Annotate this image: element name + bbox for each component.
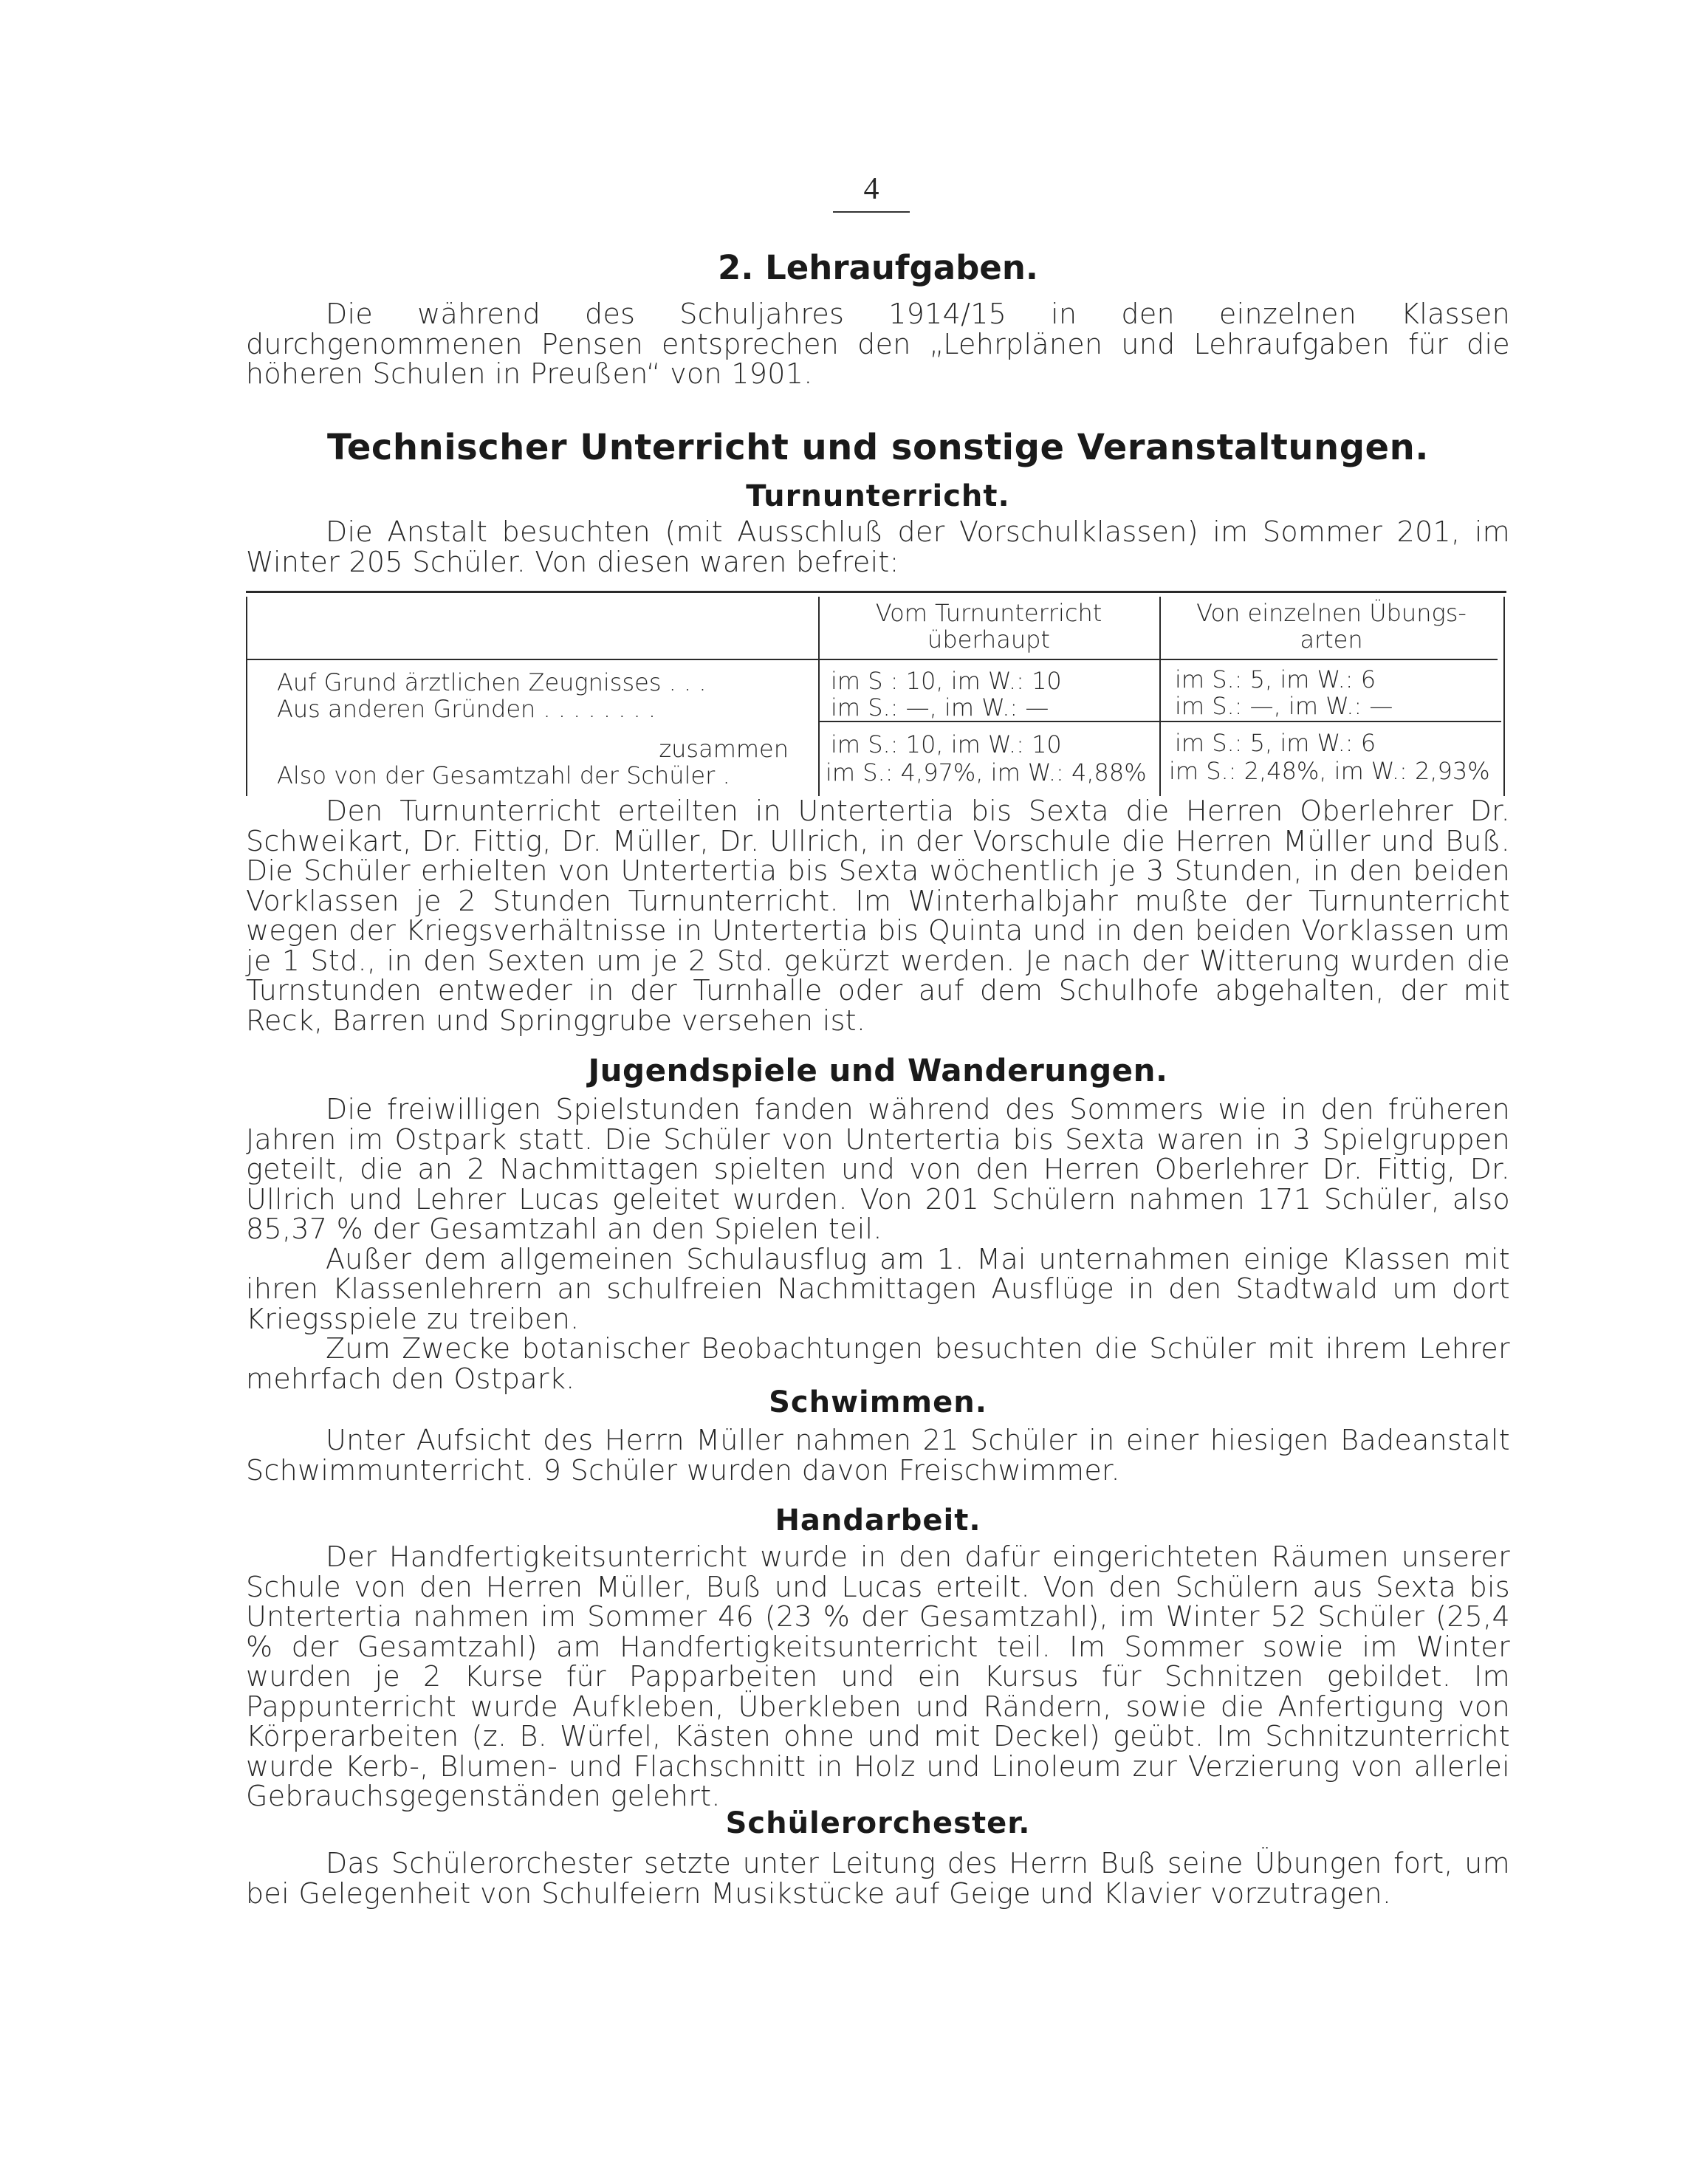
heading-technischer: Technischer Unterricht und sonstige Veranstaltungen. xyxy=(326,427,1430,468)
section-lehraufgaben xyxy=(246,248,1510,287)
schwimmen-block xyxy=(246,1425,1510,1485)
table-rule-header xyxy=(246,659,1498,660)
jugendspiele-block xyxy=(246,1094,1510,1394)
handarbeit-block xyxy=(246,1542,1510,1811)
heading-schwimmen: Schwimmen. xyxy=(769,1385,987,1419)
paragraph-orchester: Das Schülerorchester setzte unter Leitung des Herrn Buß seine Übungen fort, um bei Gelegenheit von Schulfeiern Musikstücke auf Geige und Klavier vorzutragen. xyxy=(246,1847,1510,1910)
paragraph-handarbeit: Der Handfertigkeitsunterricht wurde in den dafür eingerichteten Räumen unserer Schule von den Herren Müller, Buß und Lucas erteilt. Von den Schülern aus Sexta bis Untertertia nahmen im Sommer 46 (23 % der Gesamtzahl), im Winter 52 Schüler (25,4 % der Gesamtzahl) am Handfertigkeitsunterricht teil. Im Sommer sowie im Winter wurden je 2 Kurse für Papparbeiten und ein Kursus für Schnitzen gebildet. Im Pappunterricht wurde Aufkleben, Überkleben und Rändern, sowie die Anfertigung von Körperarbeiten (z. B. Würfel, Kästen ohne und mit Deckel) geübt. Im Schnitzunterricht wurde Kerb-, Blumen- und Flachschnitt in Holz und Linoleum zur Verzierung von allerlei Gebrauchsgegenständen gelehrt. xyxy=(246,1540,1510,1812)
heading-turnunterricht: Turnunterricht. xyxy=(746,479,1010,513)
paragraph-jugendspiele-3: Zum Zwecke botanischer Beobachtungen besuchten die Schüler mit ihrem Lehrer mehrfach den Ostpark. xyxy=(246,1332,1510,1395)
orchester-block xyxy=(246,1848,1510,1908)
row-andere-col2: im S.: —, im W.: — xyxy=(1175,692,1393,720)
heading-lehraufgaben: 2. Lehraufgaben. xyxy=(718,248,1038,287)
section-turnunterricht xyxy=(246,479,1510,513)
turnunterricht-after-block xyxy=(246,796,1510,1035)
row-zusammen-col2: im S.: 5, im W.: 6 xyxy=(1175,729,1376,757)
row-gesamtzahl-col1: im S.: 4,97%, im W.: 4,88% xyxy=(826,758,1147,786)
header-col1-line1: Vom Turnunterricht xyxy=(875,599,1102,627)
row-andere-col1: im S.: —, im W.: — xyxy=(831,693,1049,721)
paragraph-lehraufgaben: Die während des Schuljahres 1914/15 in den einzelnen Klassen durchgenommenen Pensen entsprechen den „Lehrplänen und Lehraufgaben für die höheren Schulen in Preußen“ von 1901. xyxy=(246,298,1510,390)
paragraph-schwimmen: Unter Aufsicht des Herrn Müller nahmen 21 Schüler in einer hiesigen Badeanstalt Schwimmunterricht. 9 Schüler wurden davon Freischwimmer. xyxy=(246,1424,1510,1487)
row-aerztlich-col2: im S.: 5, im W.: 6 xyxy=(1175,665,1376,693)
header-col2-line2: arten xyxy=(1300,625,1363,654)
paragraph-turnunterricht-lehrer: Den Turnunterricht erteilten in Untertertia bis Sexta die Herren Oberlehrer Dr. Schweikart, Dr. Fittig, Dr. Müller, Dr. Ullrich, in der Vorschule die Herren Müller und Buß. Die Schüler erhielten von Untertertia bis Sexta wöchentlich je 3 Stunden, in den beiden Vorklassen je 2 Stunden Turnunterricht. Im Winterhalbjahr mußte der Turnunterricht wegen der Kriegsverhältnisse in Untertertia bis Quinta und in den beiden Vorklassen um je 1 Std., in den Sexten um je 2 Std. gekürzt werden. Je nach der Witterung wurden die Turnstunden entweder in der Turnhalle oder auf dem Schulhofe abgehalten, der mit Reck, Barren und Springgrube versehen ist. xyxy=(246,795,1510,1037)
turnunterricht-intro-block xyxy=(246,517,1510,577)
section-technischer xyxy=(246,427,1510,468)
row-zusammen-label: zusammen xyxy=(659,735,789,763)
header-col1-line2: überhaupt xyxy=(927,625,1050,654)
table-rule-right xyxy=(1503,597,1505,796)
heading-handarbeit: Handarbeit. xyxy=(775,1504,981,1538)
befreiung-table xyxy=(246,591,1506,796)
section-orchester xyxy=(246,1806,1510,1840)
row-andere-label: Aus anderen Gründen . . . . . . . . xyxy=(277,695,656,723)
row-zusammen-col1: im S.: 10, im W.: 10 xyxy=(831,730,1062,758)
lehraufgaben-block xyxy=(246,299,1510,389)
row-aerztlich-col1: im S : 10, im W.: 10 xyxy=(831,667,1062,695)
paragraph-jugendspiele-2: Außer dem allgemeinen Schulausflug am 1. Mai unternahmen einige Klassen mit ihren Klassenlehrern an schulfreien Nachmittagen Ausflüge in den Stadtwald um dort Kriegsspiele zu treiben. xyxy=(246,1242,1510,1335)
section-jugendspiele xyxy=(246,1052,1510,1089)
row-aerztlich-label: Auf Grund ärztlichen Zeugnisses . . . xyxy=(277,668,707,696)
header-col2-line1: Von einzelnen Übungs- xyxy=(1196,599,1467,627)
paragraph-turnunterricht-intro: Die Anstalt besuchten (mit Ausschluß der Vorschulklassen) im Sommer 201, im Winter 205 Schüler. Von diesen waren befreit: xyxy=(246,515,1510,578)
section-handarbeit xyxy=(246,1504,1510,1538)
heading-jugendspiele: Jugendspiele und Wanderungen. xyxy=(588,1052,1168,1089)
table-rule-left xyxy=(246,597,247,796)
table-rule-top xyxy=(246,591,1506,593)
heading-orchester: Schülerorchester. xyxy=(725,1806,1031,1840)
section-schwimmen xyxy=(246,1385,1510,1419)
paragraph-jugendspiele-1: Die freiwilligen Spielstunden fanden während des Sommers wie in den früheren Jahren im Ostpark statt. Die Schüler von Untertertia bis Sexta waren in 3 Spielgruppen geteilt, die an 2 Nachmittagen spielten und von den Herren Oberlehrer Dr. Fittig, Dr. Ullrich und Lehrer Lucas geleitet wurden. Von 201 Schülern nahmen 171 Schüler, also 85,37 % der Gesamtzahl an den Spielen teil. xyxy=(246,1093,1510,1245)
page-number-rule xyxy=(833,211,910,213)
page-number: 4 xyxy=(863,172,879,206)
row-gesamtzahl-label: Also von der Gesamtzahl der Schüler . xyxy=(277,761,730,789)
row-gesamtzahl-col2: im S.: 2,48%, im W.: 2,93% xyxy=(1169,757,1490,785)
